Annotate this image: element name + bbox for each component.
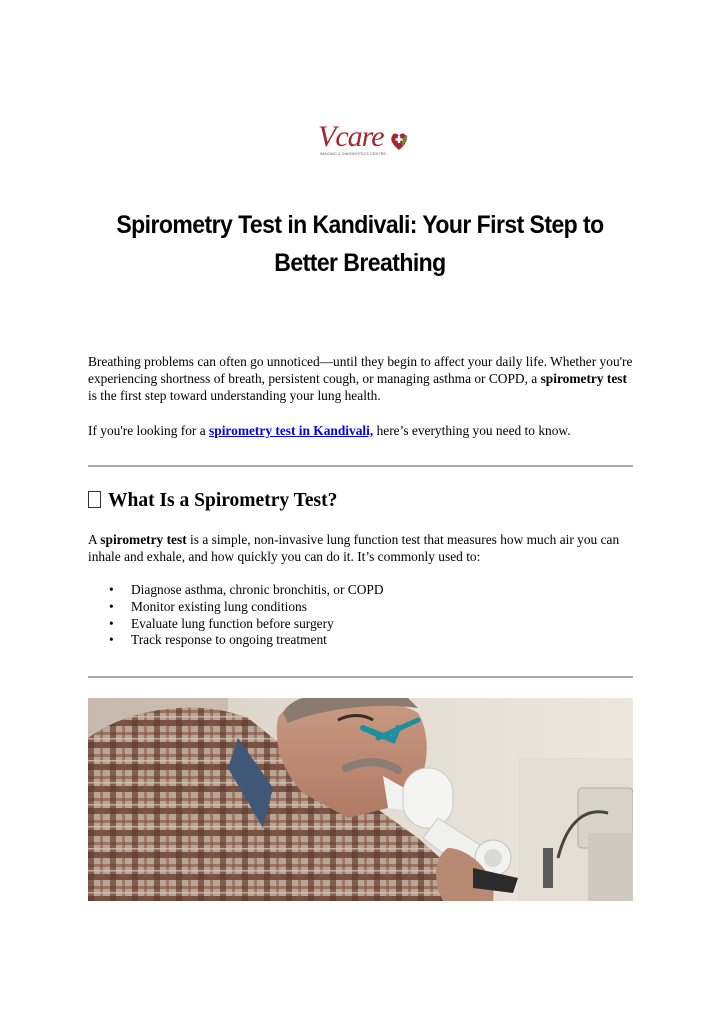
title-line-2: Better Breathing [274,249,446,277]
intro-text-2: is the first step toward understanding your lung health. [88,388,381,403]
section-paragraph [88,531,633,565]
list-item [88,582,633,599]
heart-leaf-icon [388,130,410,152]
bullet-icon: • [109,632,114,648]
list-item-text: Monitor existing lung conditions [131,598,307,614]
logo-tagline: IMAGING & DIAGNOSTICS CENTRE [320,152,387,156]
list-item-text: Diagnose asthma, chronic bronchitis, or COPD [131,582,384,597]
logo-brand-text: Vcare [318,120,384,153]
title-line-1: Spirometry Test in Kandivali: Your First Step to [116,211,604,239]
list-item [88,599,633,616]
list-item-text: Evaluate lung function before surgery [131,615,334,631]
vcare-logo [318,120,410,160]
page-title [84,206,636,282]
spirometry-photo [88,698,633,901]
section-heading-text: What Is a Spirometry Test? [108,490,338,511]
intro-link-lead: If you're looking for a [88,423,210,438]
intro-link-paragraph [88,422,633,439]
list-item [88,632,633,649]
bullet-icon: • [109,582,114,597]
section-text-1: A [88,532,101,547]
section-heading [88,488,337,514]
list-item-text: Track response to ongoing treatment [131,632,327,648]
uses-list [88,582,633,649]
spirometry-kandivali-link[interactable]: spirometry test in Kandivali, [209,423,374,438]
intro-paragraph [88,353,633,404]
divider [88,676,633,678]
patient-spirometry-illustration [88,698,633,901]
bullet-icon: • [109,598,114,614]
intro-bold-term: spirometry test [540,371,627,386]
intro-text-1: Breathing problems can often go unnoticed—until they begin to affect your daily life. Whether you're experiencing shortness of breath, persistent cough, or managing asthma or COPD, a [88,354,633,386]
section-bold-term: spirometry test [100,532,187,547]
missing-glyph-icon [88,491,101,508]
list-item [88,616,633,633]
intro-link-tail: here’s everything you need to know. [373,423,571,438]
bullet-icon: • [109,615,114,631]
divider [88,465,633,467]
section-text-2: is a simple, non-invasive lung function test that measures how much air you can inhale and exhale, and how quickly you can do it. It’s commonly used to: [88,532,620,564]
